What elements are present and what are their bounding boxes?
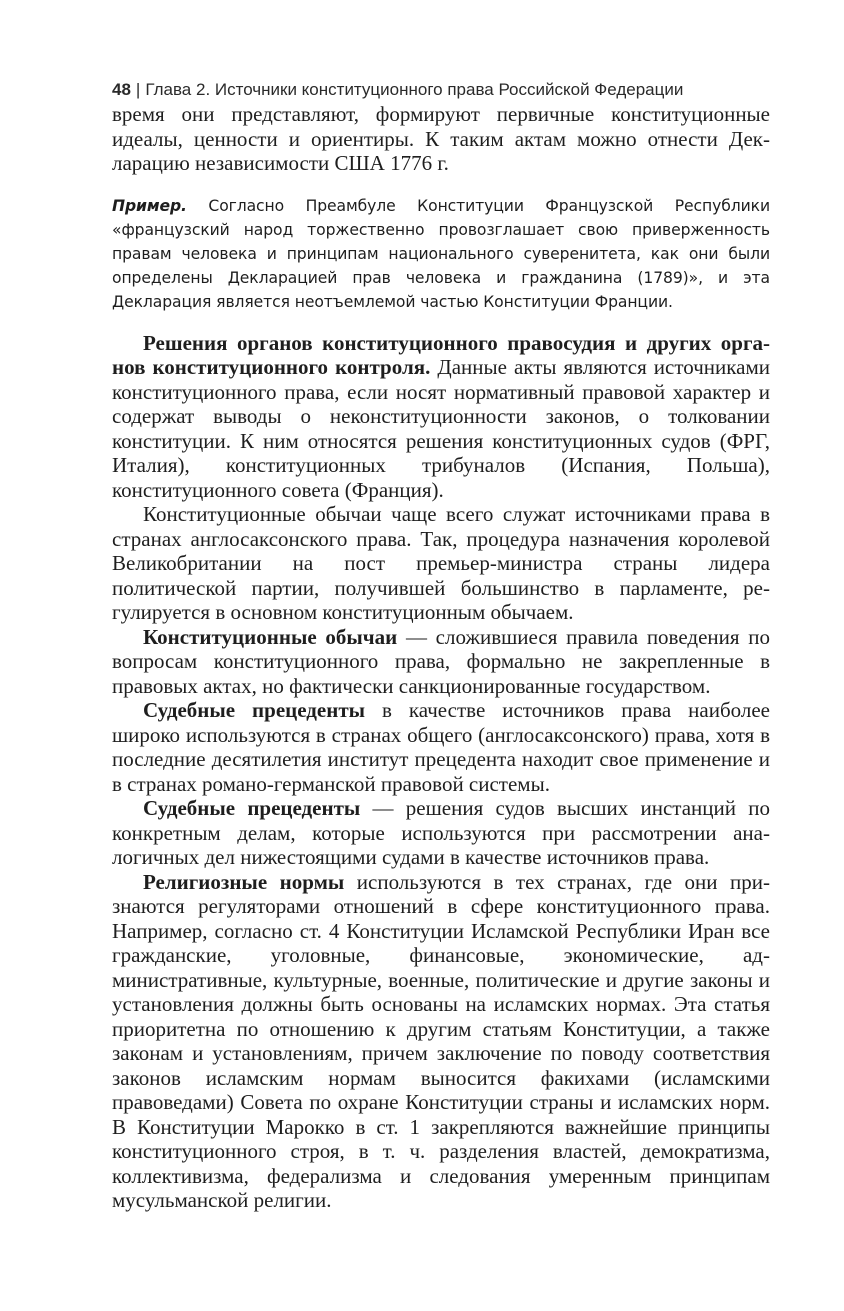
paragraph-continuation: время они представляют, формируют первичные конституционные идеалы, ценности и ориентиры. К таким актам можно отнести Декларацию независимости США 1776 г.	[112, 102, 770, 175]
paragraph-text: Данные акты являются источниками конституционного права, если носят нормативный правовой характер и содержат выводы о неконституционности законов, о толковании конституции. К ним относятся решения конституционных судов (ФРГ, Италия), конституционных трибуналов (Испания, Польша), конституционного совета (Франция).	[112, 355, 770, 502]
paragraph-text: в качестве источников права наиболее широко используются в странах общего (англосаксонского) права, хотя в последние десятилетия институт прецедента находит свое применение и в странах романо-германской правовой системы.	[112, 698, 770, 796]
paragraph-customs-intro: Конституционные обычаи чаще всего служат источниками права в странах англосаксонского права. Так, процедура назначения королевой Великобритании на пост премьер-министра страны лидера политической партии, получившей большинство в парламенте, регулируется в основном конституционным обычаем.	[112, 502, 770, 625]
body-text	[112, 102, 770, 176]
term-judicial-precedents-def: Судебные прецеденты	[143, 796, 361, 821]
paragraph-text: — сложившиеся правила поведения по вопросам конституционного права, формально не закрепленные в правовых актах, но фактически санкционированные государством.	[112, 624, 770, 698]
example-box	[112, 194, 770, 315]
paragraph-precedents-definition	[112, 796, 770, 870]
example-text: Согласно Преамбуле Конституции Французской Республики «французский народ торжественно провозглашает свою приверженность правам человека и принципам национального суверенитета, как они были определены Декларацией прав человека и гражданина (1789)», и эта Декларация является неотъемлемой частью Конституции Франции.	[112, 196, 770, 312]
header-separator: |	[135, 80, 141, 99]
paragraph-constitutional-justice	[112, 331, 770, 503]
paragraph-text: используются в тех странах, где они признаются регуляторами отношений в сфере конституционного права. Например, согласно ст. 4 Конституции Исламской Республики Иран все гражданские, уголовные, финансовые, экономические, административные, культурные, военные, политические и другие законы и установления должны быть основаны на исламских нормах. Эта статья приоритетна по отношению к другим статьям Конституции, а также законам и установлениям, причем заключение по поводу соответствия законов исламским нормам выносится факихами (исламскими правоведами) Совета по охране Конституции страны и исламских норм. В Конституции Марокко в ст. 1 закрепляются важнейшие принципы конституционного строя, в т. ч. разделения властей, демократизма, коллективизма, федерализма и следования умеренным принципам мусульманской религии.	[112, 869, 770, 1213]
page	[112, 78, 770, 1213]
term-judicial-precedents: Судебные прецеденты	[143, 698, 366, 723]
running-header	[112, 78, 770, 102]
example-label: Пример.	[112, 196, 187, 215]
term-constitutional-customs: Конституционные обычаи	[143, 624, 398, 649]
paragraph-customs-definition	[112, 625, 770, 699]
paragraph-precedents	[112, 698, 770, 796]
paragraph-text: — решения судов высших инстанций по конкретным делам, которые используются при рассмотрении аналогичных дел нижестоящими судами в качестве источников права.	[112, 796, 770, 870]
term-constitutional-justice: Решения органов конституционного правосудия и других органов конституционного контроля.	[112, 330, 770, 380]
chapter-title: Глава 2. Источники конституционного права Российской Федерации	[145, 80, 684, 99]
term-religious-norms: Религиозные нормы	[143, 869, 345, 894]
body-text-main	[112, 331, 770, 1213]
page-number: 48	[112, 80, 131, 99]
paragraph-religious-norms	[112, 870, 770, 1213]
